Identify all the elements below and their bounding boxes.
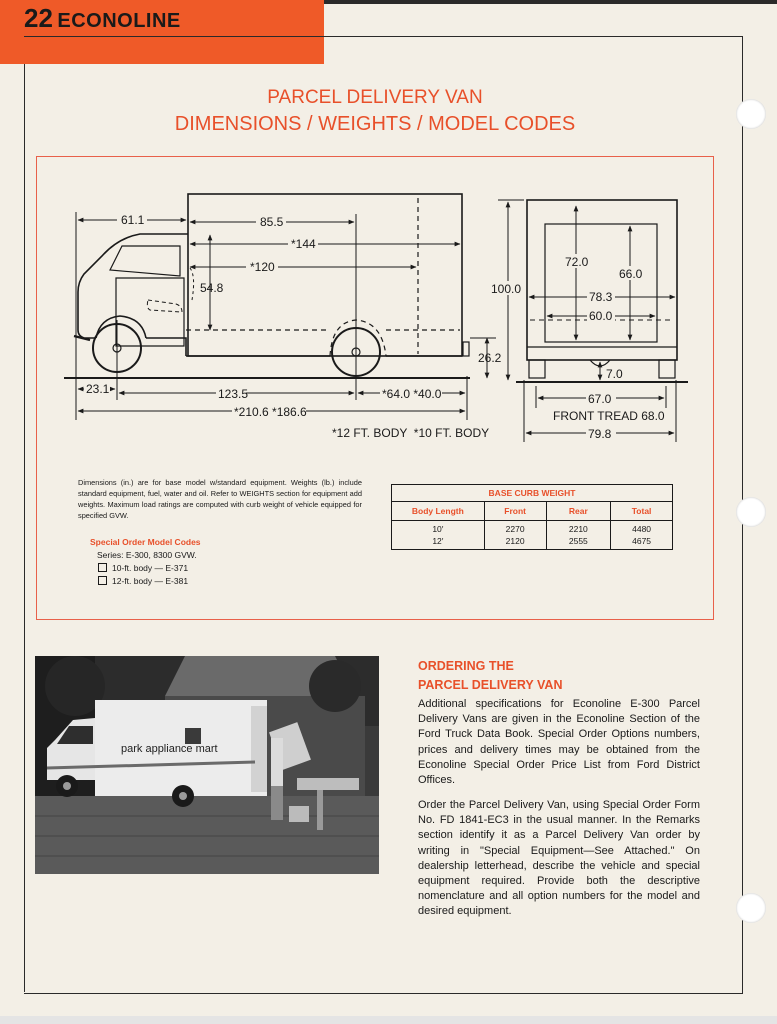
dim-label: *120 [250,260,275,274]
dim-label: 66.0 [619,267,643,281]
table-cell: 4480 4675 [611,521,673,550]
ordering-paragraph-1: Additional specifications for Econoline E-300 Parcel Delivery Vans are given in the Econoline Section of the Ford Truck Data Book. Special Order Options numbers, prices and delivery times may be obtained from the Econoline Special Order Price List from Ford District Offices. [418,698,700,787]
dim-label: 72.0 [565,255,589,269]
column-header: Rear [546,502,611,521]
table-cell: 2270 2120 [484,521,546,550]
dim-label: 79.8 [588,427,612,441]
dim-label: *210.6 *186.6 [234,405,307,419]
dim-label: 26.2 [478,351,502,365]
page-number: 22 [24,3,53,33]
dim-label: 54.8 [200,281,224,295]
column-header: Front [484,502,546,521]
section-name: ECONOLINE [57,10,181,32]
checkbox-icon [98,563,107,572]
curb-weight-table [391,484,673,550]
page-title-line2: DIMENSIONS / WEIGHTS / MODEL CODES [174,113,576,135]
column-header: Body Length [392,502,485,521]
body-notes: *12 FT. BODY *10 FT. BODY [332,426,490,440]
curb-weight-caption: BASE CURB WEIGHT [392,485,673,502]
dimensions-note: Dimensions (in.) are for base model w/standard equipment. Weights (lb.) include standard equipment, fuel, water and oil. Refer to WEIGHTS section for equipment add weights. Maximum load ratings are computed with curb weight of vehicle equipped for specified GVW. [78,478,362,520]
model-code-item [98,563,188,573]
table-row [392,521,673,550]
dim-label: 78.3 [589,290,613,304]
ordering-paragraph-2: Order the Parcel Delivery Van, using Special Order Form No. FD 1841-EC3 in the usual manner. In the Remarks section identify it as a Parcel Delivery Van order by writing in "Special Equipment—See Attached." On dealership letterhead, describe the vehicle and special equipment required. Provide both the descriptive nomenclature and all option numbers for the model and desired equipment. [418,799,700,918]
page-title-line1: PARCEL DELIVERY VAN [267,87,483,108]
dim-label: *64.0 *40.0 [382,387,442,401]
dim-label: 85.5 [260,215,284,229]
front-tread-label: FRONT TREAD 68.0 [553,409,665,423]
dim-label: *144 [291,237,316,251]
page-bottom-edge [0,1016,777,1024]
model-codes-title: Special Order Model Codes [90,537,201,547]
dim-label: 7.0 [606,367,623,381]
van-sign-text: park appliance mart [121,743,218,755]
dim-label: 123.5 [218,387,249,401]
dim-label: 60.0 [589,309,613,323]
ordering-title-line1: ORDERING THE [418,659,514,673]
model-code-text: 12-ft. body — E-381 [112,576,189,586]
model-code-text: 10-ft. body — E-371 [112,563,189,573]
ordering-title [418,657,562,695]
dim-label: 61.1 [121,213,145,227]
model-code-item [98,576,188,586]
column-header: Total [611,502,673,521]
table-cell: 10′ 12′ [392,521,485,550]
dim-label: 67.0 [588,392,612,406]
van-photo [35,656,379,874]
dim-label: 100.0 [491,282,522,296]
ordering-title-line2: PARCEL DELIVERY VAN [418,678,563,692]
table-cell: 2210 2555 [546,521,611,550]
model-codes-series: Series: E-300, 8300 GVW. [97,550,197,560]
checkbox-icon [98,576,107,585]
dim-label: 23.1 [86,382,110,396]
